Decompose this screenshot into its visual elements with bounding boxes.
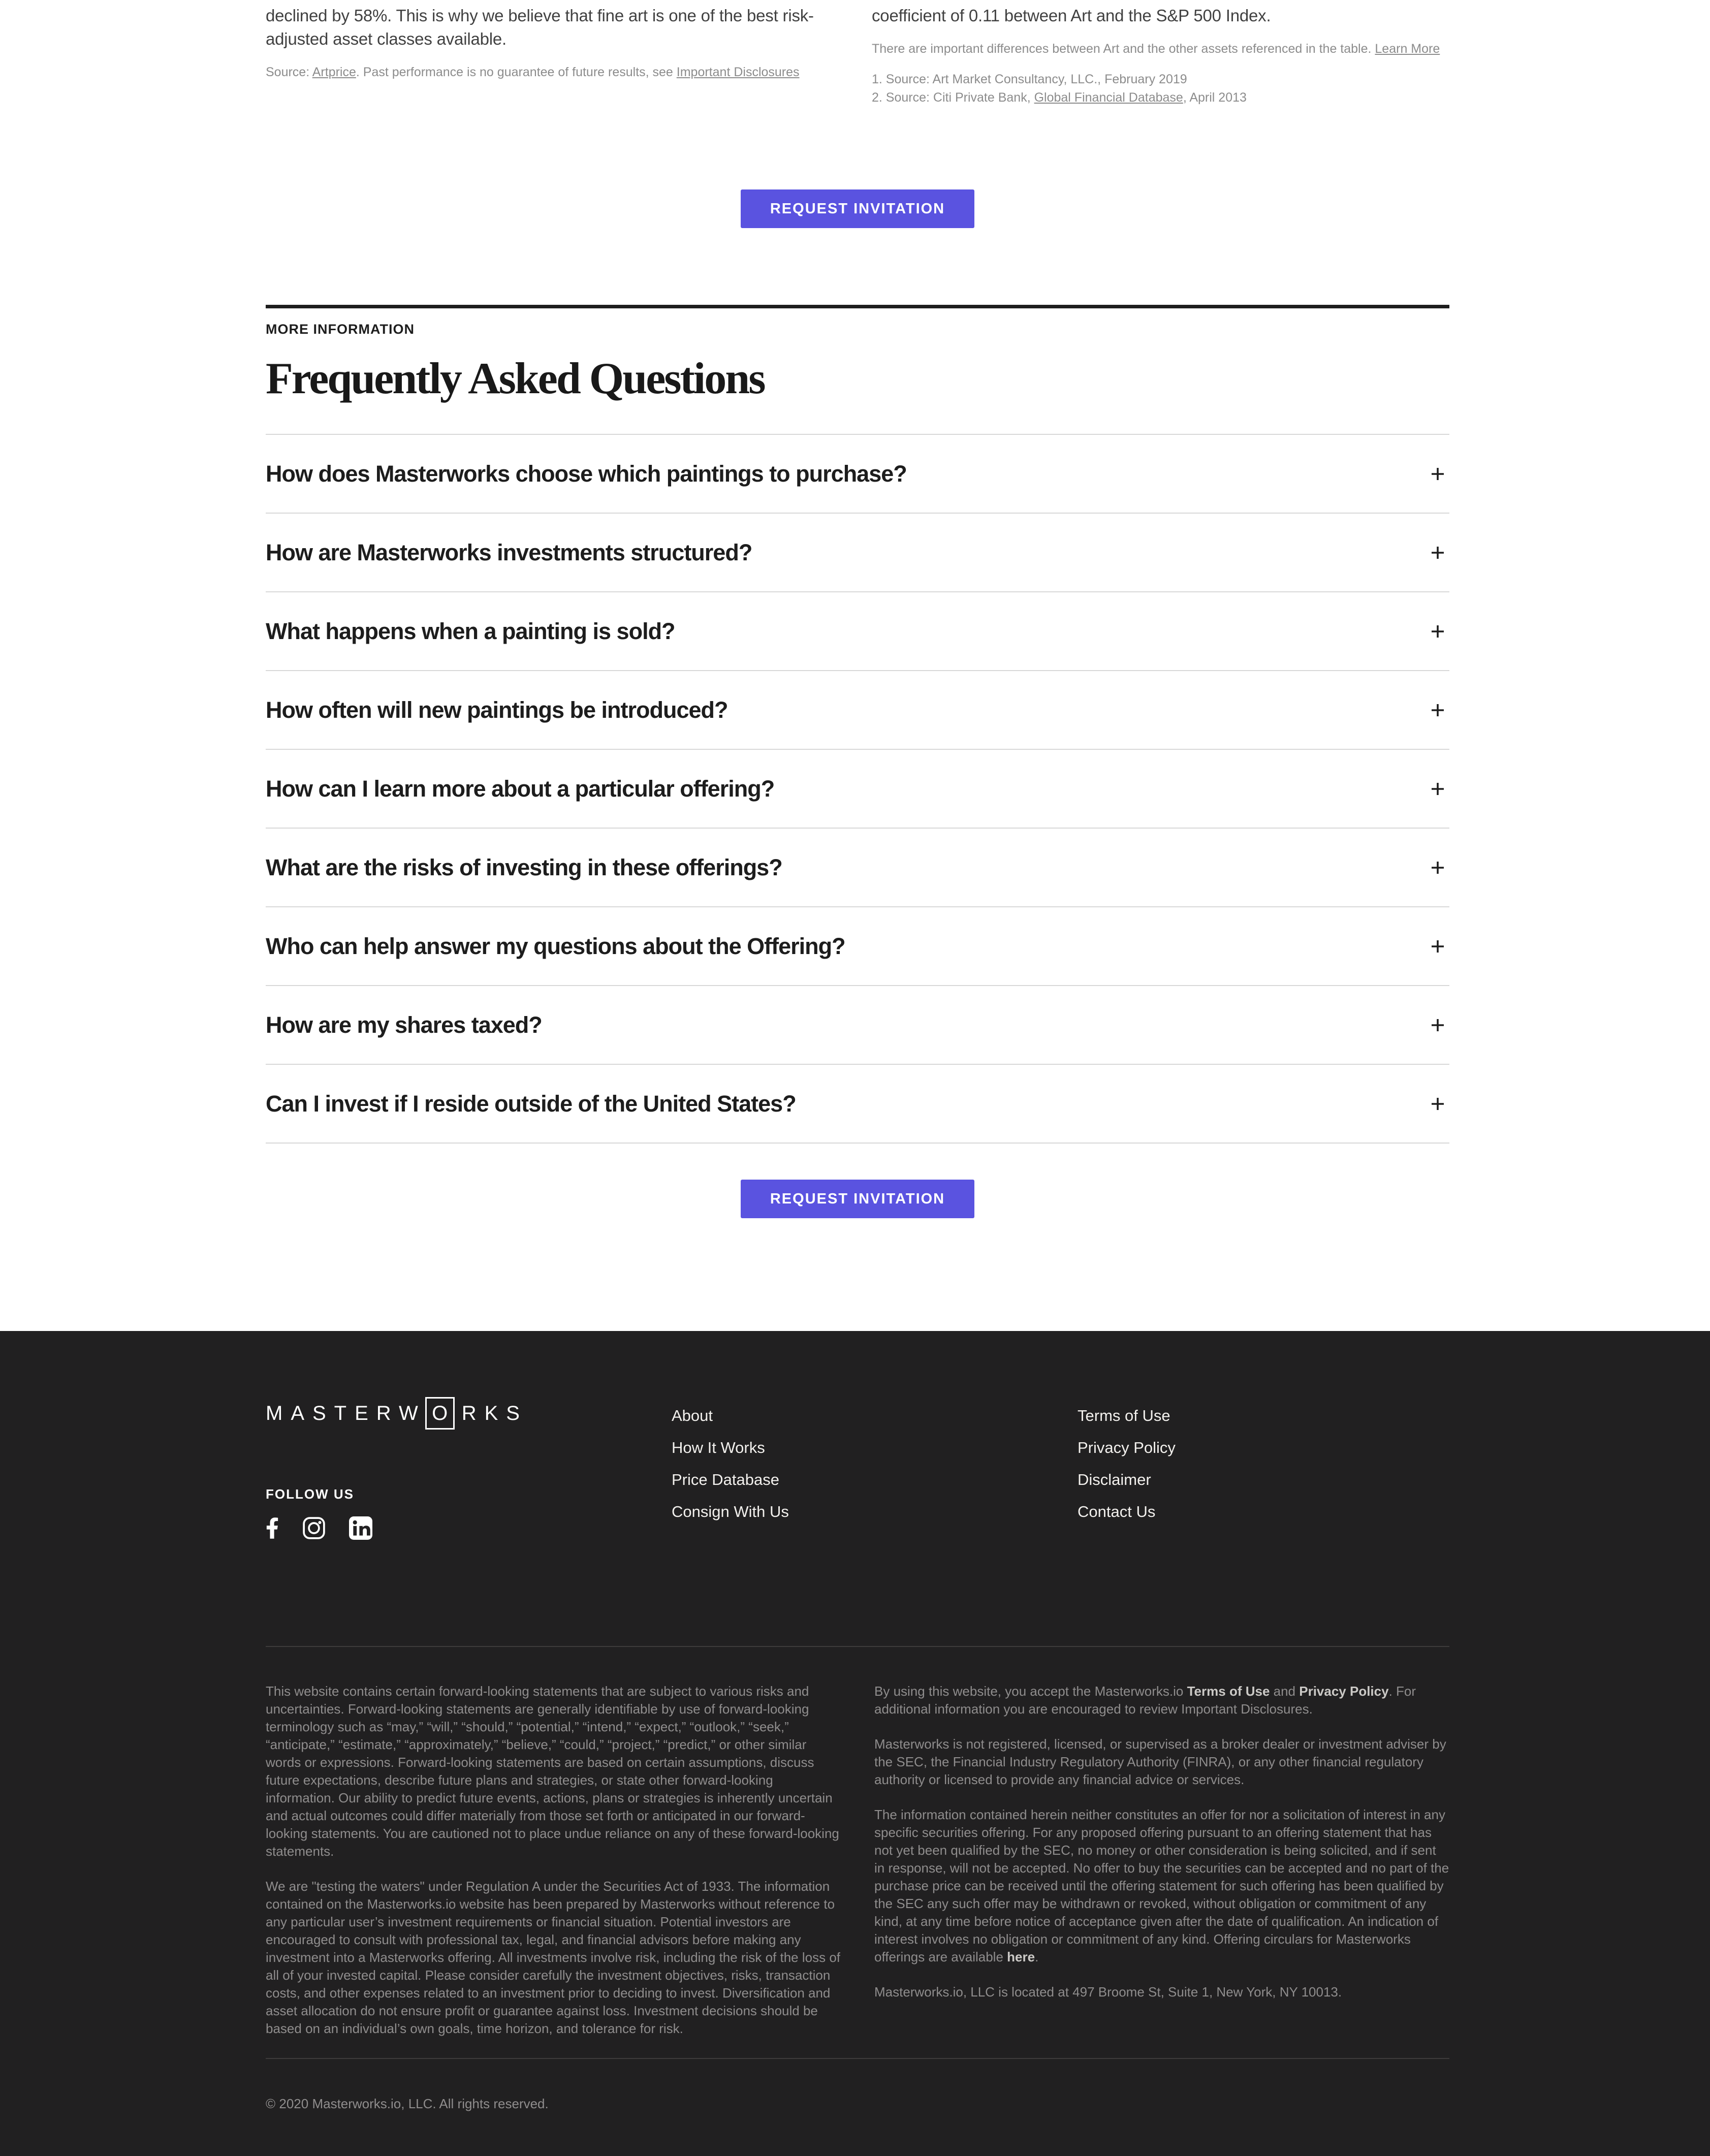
plus-icon	[1430, 624, 1445, 639]
legal-acceptance-text: By using this website, you accept the Masterworks.io	[874, 1684, 1187, 1699]
request-invitation-button[interactable]: REQUEST INVITATION	[741, 189, 974, 228]
source-prefix: Source:	[266, 65, 312, 79]
footer-link-disclaimer[interactable]: Disclaimer	[1078, 1471, 1151, 1488]
faq-question: How often will new paintings be introduced?	[266, 696, 728, 723]
artprice-link[interactable]: Artprice	[312, 65, 356, 79]
footer-link-how-it-works[interactable]: How It Works	[672, 1439, 765, 1456]
intro-left-paragraph: declined by 58%. This is why we believe that fine art is one of the best risk-adjusted asset classes available.	[266, 6, 814, 48]
footer-link-terms-of-use[interactable]: Terms of Use	[1078, 1407, 1170, 1424]
intro-left-source-note	[266, 63, 833, 81]
section-rule	[266, 305, 1449, 308]
footer	[0, 1331, 1710, 2156]
facebook-icon[interactable]	[266, 1516, 279, 1540]
copyright-notice: © 2020 Masterworks.io, LLC. All rights reserved.	[266, 2096, 549, 2111]
legal-not-registered: Masterworks is not registered, licensed, or supervised as a broker dealer or investment adviser by the SEC, the Financial Industry Regulatory Authority (FINRA), or any other financial regulatory authority or licensed to provide any financial advice or services.	[874, 1736, 1446, 1787]
faq-question: How can I learn more about a particular offering?	[266, 775, 775, 802]
plus-icon	[1430, 939, 1445, 954]
footnote-source-2-post: , April 2013	[1183, 90, 1247, 105]
plus-icon	[1430, 860, 1445, 875]
plus-icon	[1430, 703, 1445, 718]
footer-nav	[672, 1397, 1449, 1540]
footer-link-privacy-policy[interactable]: Privacy Policy	[1078, 1439, 1176, 1456]
social-icons-row	[266, 1516, 672, 1540]
faq-item-paintings-purchase[interactable]	[266, 434, 1449, 513]
footnote-source-2-pre: 2. Source: Citi Private Bank,	[872, 90, 1034, 105]
plus-icon	[1430, 781, 1445, 797]
global-financial-database-link[interactable]: Global Financial Database	[1034, 90, 1183, 105]
faq-item-shares-taxed[interactable]	[266, 985, 1449, 1064]
instagram-icon[interactable]	[302, 1516, 326, 1540]
privacy-policy-link[interactable]: Privacy Policy	[1299, 1684, 1389, 1699]
legal-acceptance-and: and	[1270, 1684, 1300, 1699]
plus-icon	[1430, 545, 1445, 560]
masterworks-logo	[266, 1397, 672, 1430]
important-disclosures-link[interactable]: Important Disclosures	[676, 65, 800, 79]
faq-item-new-paintings[interactable]	[266, 670, 1449, 749]
footer-link-about[interactable]: About	[672, 1407, 713, 1424]
faq-question: What are the risks of investing in these offerings?	[266, 854, 782, 880]
legal-address: Masterworks.io, LLC is located at 497 Broome St, Suite 1, New York, NY 10013.	[874, 1984, 1342, 2000]
faq-title: Frequently Asked Questions	[266, 354, 765, 403]
bottom-divider	[266, 2058, 1449, 2059]
legal-no-offer-text: The information contained herein neither constitutes an offer for nor a solicitation of interest in any specific securities offering. For any proposed offering pursuant to an offering statement that has not yet been qualified by the SEC, no money or other consideration is being solicited, and if sent in response, will not be accepted. No offer to buy the securities can be accepted and no part of the purchase price can be received until the offering statement for such offering has been qualified by the SEC any such offer may be withdrawn or revoked, without obligation or commitment of any kind, at any time before notice of acceptance given after the date of qualification. An indication of interest involves no obligation or commitment of any kind. Offering circulars for Masterworks offerings are available	[874, 1807, 1449, 1964]
logo-post: RKS	[461, 1402, 528, 1424]
here-link[interactable]: here	[1007, 1949, 1035, 1964]
legal-section	[266, 1683, 1449, 2055]
faq-list	[266, 434, 1449, 1144]
footnote-sources	[872, 70, 1449, 107]
legal-left-column	[266, 1683, 841, 2055]
note-text: There are important differences between Art and the other assets referenced in the table.	[872, 42, 1375, 56]
legal-forward-looking: This website contains certain forward-looking statements that are subject to various risks and uncertainties. Forward-looking statements are generally identifiable by use of forward-looking terminology such as “may,” “will,” “should,” “potential,” “intend,” “expect,” “outlook,” “seek,” “anticipate,” “estimate,” “approximately,” “believe,” “could,” “project,” “predict,” or other similar words or expressions. Forward-looking statements are based on certain assumptions, discuss future expectations, describe future plans and strategies, or state other forward-looking information. Our ability to predict future events, actions, plans or strategies is inherently uncertain and actual outcomes could differ materially from those set forth or anticipated in our forward-looking statements. You are cautioned not to place undue reliance on any of these forward-looking statements.	[266, 1684, 839, 1859]
legal-acceptance-tail: . For additional information you are encouraged to review Important Disclosures.	[874, 1684, 1416, 1717]
faq-question: How are my shares taxed?	[266, 1011, 542, 1038]
legal-testing-waters: We are "testing the waters" under Regulation A under the Securities Act of 1933. The information contained on the Masterworks.io website has been prepared by Masterworks without reference to any particular user’s investment requirements or financial situation. Potential investors are encouraged to consult with professional tax, legal, and financial advisors before making any investment into a Masterworks offering. All investments involve risk, including the risk of the loss of all of your invested capital. Please consider carefully the investment objectives, risks, transaction costs, and other expenses related to an investment prior to deciding to invest. Diversification and asset allocation do not ensure profit or guarantee against loss. Investment decisions should be based on an individual’s own goals, time horizon, and tolerance for risk.	[266, 1879, 841, 2036]
cta-row-top	[266, 189, 1449, 228]
logo-o-box	[425, 1397, 455, 1430]
faq-section	[266, 322, 1449, 1218]
faq-question: Who can help answer my questions about the Offering?	[266, 933, 845, 959]
table-differences-note	[872, 40, 1449, 58]
intro-left-column	[266, 4, 833, 107]
intro-right-column	[872, 4, 1449, 107]
legal-right-column	[874, 1683, 1450, 2055]
terms-of-use-link[interactable]: Terms of Use	[1187, 1684, 1270, 1699]
logo-pre: MASTERW	[266, 1402, 426, 1424]
footer-nav-column-2	[1078, 1407, 1449, 1540]
footer-nav-column-1	[672, 1407, 1078, 1540]
logo-o-letter: O	[432, 1402, 448, 1424]
legal-no-offer-period: .	[1035, 1949, 1039, 1964]
faq-item-painting-sold[interactable]	[266, 591, 1449, 670]
footer-link-contact-us[interactable]: Contact Us	[1078, 1503, 1156, 1520]
faq-question: How does Masterworks choose which paintings to purchase?	[266, 460, 907, 487]
cta-row-bottom	[266, 1180, 1449, 1218]
intro-section	[266, 0, 1449, 107]
intro-right-paragraph: coefficient of 0.11 between Art and the S&P 500 Index.	[872, 6, 1271, 25]
footnote-source-2	[872, 88, 1449, 107]
footer-brand-block	[266, 1397, 672, 1540]
footnote-source-1: 1. Source: Art Market Consultancy, LLC., February 2019	[872, 72, 1187, 86]
faq-question: What happens when a painting is sold?	[266, 618, 675, 644]
source-mid: . Past performance is no guarantee of future results, see	[356, 65, 677, 79]
plus-icon	[1430, 1096, 1445, 1112]
faq-item-risks[interactable]	[266, 828, 1449, 906]
faq-item-outside-us[interactable]	[266, 1064, 1449, 1144]
faq-question: Can I invest if I reside outside of the United States?	[266, 1090, 796, 1117]
footer-link-price-database[interactable]: Price Database	[672, 1471, 779, 1488]
faq-item-investments-structured[interactable]	[266, 513, 1449, 591]
plus-icon	[1430, 1018, 1445, 1033]
faq-eyebrow: MORE INFORMATION	[266, 322, 415, 337]
plus-icon	[1430, 466, 1445, 482]
legal-acceptance	[874, 1683, 1450, 1718]
faq-question: How are Masterworks investments structured?	[266, 539, 752, 565]
request-invitation-button[interactable]: REQUEST INVITATION	[741, 1180, 974, 1218]
footer-divider	[266, 1646, 1449, 1647]
footer-top-row	[266, 1397, 1449, 1540]
legal-no-offer	[874, 1806, 1450, 1966]
linkedin-icon[interactable]	[349, 1516, 372, 1540]
follow-us-label: FOLLOW US	[266, 1486, 354, 1502]
faq-item-questions-offering[interactable]	[266, 906, 1449, 985]
learn-more-link[interactable]: Learn More	[1375, 42, 1440, 56]
footer-link-consign-with-us[interactable]: Consign With Us	[672, 1503, 789, 1520]
faq-item-learn-more-offering[interactable]	[266, 749, 1449, 828]
